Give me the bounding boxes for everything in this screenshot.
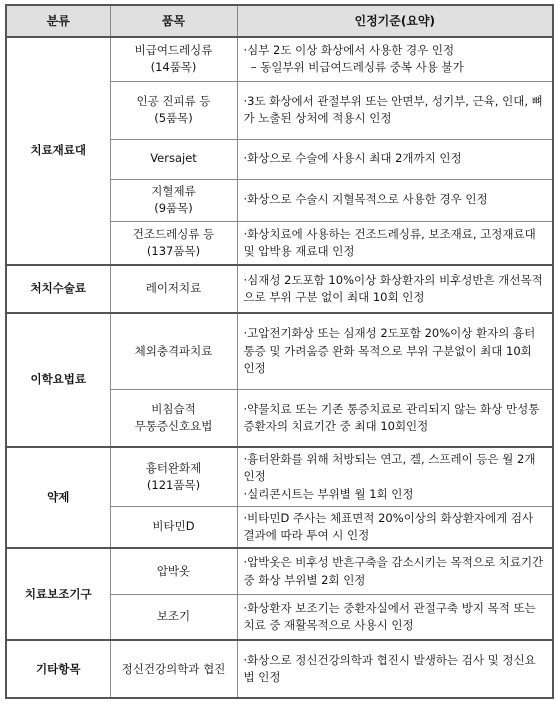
criteria-line: ·화상으로 정신건강의학과 협진시 발생하는 검사 및 정신요법 인정	[243, 653, 536, 685]
item-cell	[110, 594, 237, 640]
criteria-line: ·심부 2도 이상 화상에서 사용한 경우 인정	[243, 43, 455, 57]
item-line: 건조드레싱류 등	[132, 226, 215, 241]
item-line: (121품목)	[146, 477, 201, 492]
header-criteria: 인정기준(요약)	[237, 5, 553, 37]
criteria-cell	[237, 81, 553, 139]
criteria-line: ·압박옷은 비후성 반흔구축을 감소시키는 목적으로 치료기간 중 화상 부위별 2회 인정	[243, 555, 547, 587]
item-line: Versajet	[150, 151, 197, 166]
criteria-cell	[237, 594, 553, 640]
item-cell	[110, 548, 237, 594]
item-line: 비타민D	[152, 519, 195, 534]
criteria-line: ·고압전기화상 또는 심재성 2도포함 20%이상 환자의 흉터통증 및 가려움증 완화 목적으로 부위 구분없이 최대 10회 인정	[243, 326, 536, 375]
criteria-line: ·화상으로 수술에 사용시 최대 2개까지 인정	[243, 151, 462, 166]
item-line: 정신건강의학과 협진	[121, 661, 226, 676]
criteria-line: ·화상환자 보조기는 중환자실에서 관절구축 방지 목적 또는 치료 중 재활목적으로 사용시 인정	[243, 600, 540, 632]
item-line: (5품목)	[154, 111, 193, 125]
criteria-cell	[237, 221, 553, 265]
criteria-cell	[237, 506, 553, 548]
table-header	[6, 5, 553, 37]
item-cell	[110, 265, 237, 313]
header-row	[6, 5, 553, 37]
item-line: (137품목)	[146, 243, 201, 258]
table-row	[6, 265, 553, 313]
item-line: 체외충격파치료	[134, 343, 213, 358]
item-cell	[110, 506, 237, 548]
criteria-cell	[237, 179, 553, 221]
criteria-cell	[237, 37, 553, 81]
item-cell	[110, 313, 237, 389]
header-category: 분류	[6, 5, 110, 37]
category-cell: 처치수술료	[6, 265, 110, 313]
criteria-line: ·비타민D 주사는 체표면적 20%이상의 화상환자에게 검사 결과에 따라 투여 시 인정	[243, 510, 537, 542]
criteria-line: ·약물치료 또는 기존 통증치료로 관리되지 않는 화상 만성통증환자의 치료기간 중 최대 10회인정	[243, 401, 540, 433]
criteria-line: ·심재성 2도포함 10%이상 화상환자의 비후성반흔 개선목적으로 부위 구분 없이 최대 10회 인정	[243, 272, 543, 304]
criteria-cell	[237, 265, 553, 313]
category-cell: 약제	[6, 447, 110, 548]
item-cell	[110, 447, 237, 506]
criteria-line: – 동일부위 비급여드레싱류 중복 사용 불가	[243, 60, 464, 75]
item-cell	[110, 37, 237, 81]
item-line: (9품목)	[154, 201, 193, 215]
table-row	[6, 447, 553, 506]
category-cell: 치료보조기구	[6, 548, 110, 640]
item-cell	[110, 179, 237, 221]
item-line: 압박옷	[156, 563, 191, 578]
criteria-cell	[237, 389, 553, 447]
item-line: 인공 진피류 등	[136, 93, 211, 108]
item-line: 보조기	[156, 609, 191, 624]
item-line: (14품목)	[150, 60, 197, 75]
item-line: 무통증신호요법	[134, 418, 213, 433]
table-body	[6, 37, 553, 698]
criteria-line: ·흉터완화를 위해 처방되는 연고, 겔, 스프레이 등은 월 2개 인정	[243, 452, 540, 484]
item-cell	[110, 139, 237, 179]
criteria-line: ·화상치료에 사용하는 건조드레싱류, 보조재료, 고정재료대 및 압박용 재료대 인정	[243, 226, 540, 258]
criteria-line: ·화상으로 수술시 지혈목적으로 사용한 경우 인정	[243, 192, 488, 207]
item-cell	[110, 389, 237, 447]
item-line: 지혈제류	[151, 183, 196, 198]
item-line: 흉터완화제	[145, 460, 202, 475]
category-cell: 이학요법료	[6, 313, 110, 447]
criteria-cell	[237, 139, 553, 179]
item-cell	[110, 221, 237, 265]
criteria-line: ·3도 화상에서 관절부위 또는 안면부, 성기부, 근육, 인대, 뼈가 노출된 상처에 적용시 인정	[243, 93, 543, 125]
item-line: 비침습적	[151, 401, 196, 416]
criteria-cell	[237, 447, 553, 506]
item-line: 레이저치료	[145, 281, 202, 296]
category-cell: 기타항목	[6, 640, 110, 698]
item-cell	[110, 640, 237, 698]
table-row	[6, 640, 553, 698]
item-line: 비급여드레싱류	[134, 43, 213, 57]
table-row	[6, 313, 553, 389]
criteria-cell	[237, 313, 553, 389]
burn-coverage-table	[5, 4, 554, 699]
criteria-line: ·실리콘시트는 부위별 월 1회 인정	[243, 486, 414, 501]
table-row	[6, 37, 553, 81]
category-cell: 치료재료대	[6, 37, 110, 265]
criteria-cell	[237, 548, 553, 594]
criteria-cell	[237, 640, 553, 698]
item-cell	[110, 81, 237, 139]
header-item: 품목	[110, 5, 237, 37]
table-row	[6, 548, 553, 594]
